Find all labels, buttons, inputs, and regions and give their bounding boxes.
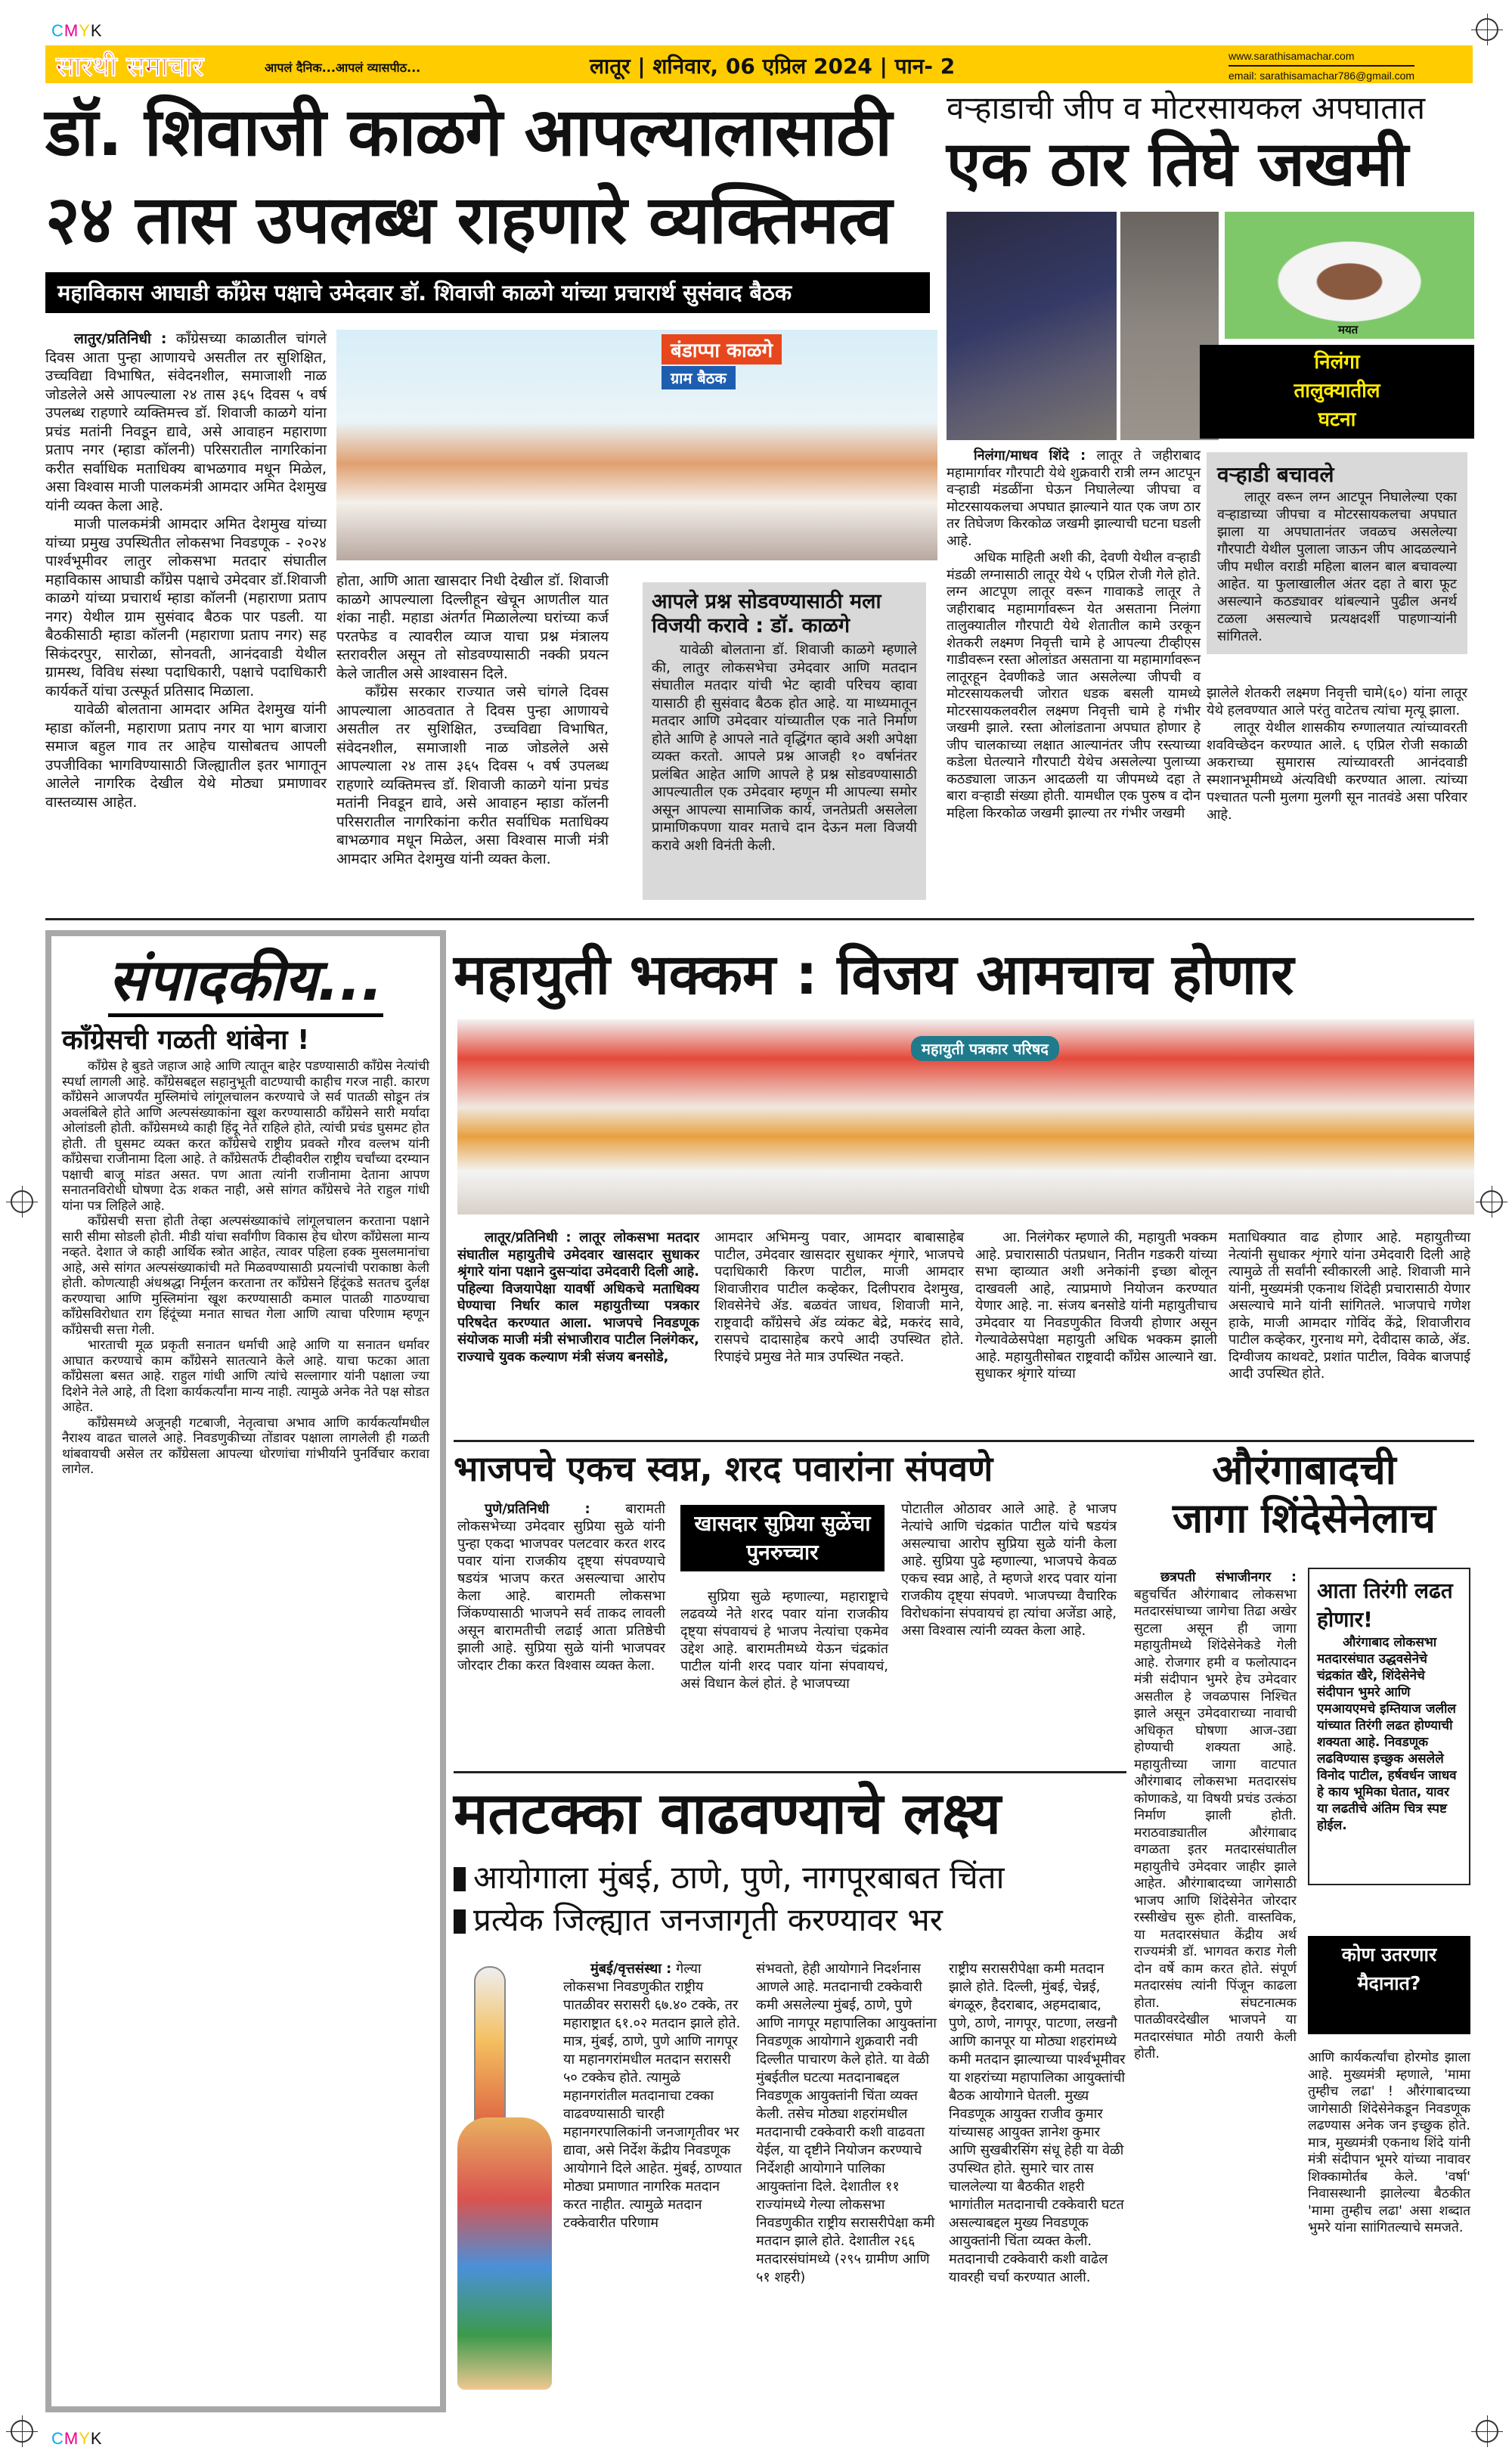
turnout-column-1: मुंबई/वृत्तसंस्था : गेल्या लोकसभा निवडणुकीत राष्ट्रीय पातळीवर सरासरी ६७.४० टक्के, तर महाराष्ट्रात ६१.०२ मतदान झाले होते. मात्र, मुंबई, ठाणे, पुणे आणि नागपूर या महानगरांमधील मतदान सरासरी ५० टक्केच होते. त्यामुळे महानगरांतील मतदानाचा टक्का वाढवण्यासाठी चारही महानगरपालिकांनी जनजागृतीवर भर द्यावा, असे निर्देश केंद्रीय निवडणूक आयोगाने दिले आहेत. मुंबई, ठाण्यात मोठ्या प्रमाणात नागरिक मतदान करत नाहीत. त्यामुळे मतदान टक्केवारीत परिणाम: [563, 1961, 742, 2231]
accident-headline: एक ठार तिघे जखमी: [947, 129, 1409, 200]
mahayuti-column-1: लातूर/प्रतिनिधी : लातूर लोकसभा मतदार संघातील महायुतीचे उमेदवार खासदार सुधाकर श्रृंगारे यांना पक्षाने दुसऱ्यांदा उमेदवारी दिली आहे. पहिल्या विजयापेक्षा यावर्षी अधिकचे मताधिक्य घेण्याचा निर्धार काल महायुतीच्या पत्रकार परिषदेत करण्यात आला. भाजपचे निवडणूक संयोजक माजी मंत्री संभाजीराव पाटील निलंगेकर, राज्याचे युवक कल्याण मंत्री संजय बनसोडे,: [457, 1230, 699, 1365]
aurangabad-column-2: आणि कार्यकर्त्यांचा होरमोड झाला आहे. मुख्यमंत्री म्हणाले, 'मामा तुम्हीच लढा' ! औरंगाबादच्या जागेसाठी शिंदेसेनेकडून निवडणूक लढण्यास अनेक जन इच्छुक होते. मात्र, मुख्यमंत्री एकनाथ शिंदे यांनी मंत्री संदीपान भूमरे यांच्या नावावर शिक्कामोर्तब केले. 'वर्षा' निवासस्थानी झालेल्या बैठकीत 'मामा तुम्हीच लढा' असा शब्दात भुमरे यांना साांगितल्याचे समजते.: [1308, 2050, 1470, 2235]
aurangabad-headline: औरंगाबादची जागा शिंदेसेनेलाच: [1173, 1446, 1436, 1542]
website-link[interactable]: www.sarathisamachar.com: [1228, 48, 1414, 67]
accident-story-column-2: झालेले शेतकरी लक्ष्मण निवृत्ती चामे(६०) यांना लातूर येथे हलवण्यात आले परंतु वाटेतच त्यांचा मृत्यू झाला. लातूर येथील शासकीय रुग्णालयात त्यांच्यावरती शवविच्छेदन करण्यात आले. ६ एप्रिल रोजी सकाळी अकराच्या सुमारास त्यांच्यावरती आनंदवाडी स्मशानभूमीमध्ये अंत्यविधी करण्यात आला. त्यांच्या पश्चातत पत्नी मुलगा मुलगी सून नातवंडे असा परिवार आहे.: [1207, 685, 1467, 823]
email-link[interactable]: email: sarathisamachar786@gmail.com: [1228, 70, 1415, 82]
newspaper-logo: सारथी समाचार: [56, 51, 204, 82]
mahayuti-column-2: आमदार अभिमन्यु पवार, आमदार बाबासाहेब पाटील, उमेदवार खासदार सुधाकर शृंगारे, भाजपचे पदाधिकारी किरण पाटील, माजी आमदार शिवाजीराव पाटील कव्हेकर, दिलीपराव देशमुख, शिवसेनेचे ॲड. बळवंत जाधव, शिवाजी माने, राष्ट्रवादी काँग्रेसचे ॲड व्यंकट बेद्रे, मकरंद सावे, रासपचे दादासाहेब करपे आदी उपस्थित होते. रिपाइंचे प्रमुख नेते मात्र उपस्थित नव्हते.: [714, 1230, 964, 1365]
campaign-meeting-photo: [336, 330, 937, 560]
registration-mark-icon: [1480, 1190, 1503, 1213]
bullet-icon: [454, 1867, 466, 1891]
bullet-icon: [454, 1909, 466, 1934]
contest-box-text: औरंगाबाद लोकसभा मतदारसंघात उद्धवसेनेचे चंद्रकांत खैरे, शिंदेसेनेचे संदीपान भुमरे आणि एमआयएमचे इम्तियाज जलील यांच्यात तिरंगी लढत होण्याची शक्यता आहे. निवडणूक लढविण्यास इच्छुक असलेले विनोद पाटील, हर्षवर्धन जाधव हे काय भूमिका घेतात, यावर या लढतीचे अंतिम चित्र स्पष्ट होईल.: [1317, 1635, 1457, 1833]
quote-box-title: आपले प्रश्न सोडवण्यासाठी मला विजयी करावे : डॉ. काळगे: [652, 590, 881, 637]
contact-info: [1228, 48, 1414, 83]
accident-kicker: वऱ्हाडाची जीप व मोटरसायकल अपघातात: [947, 89, 1426, 126]
candidate-quote-box: [643, 582, 926, 900]
bullet-item: प्रत्येक जिल्ह्यात जनजागृती करण्यावर भर: [454, 1899, 1004, 1941]
turnout-headline: मतटक्का वाढवण्याचे लक्ष्य: [454, 1779, 1001, 1847]
three-way-contest-box: [1308, 1568, 1470, 1885]
turnout-bullets: [454, 1857, 1004, 1941]
registration-mark-icon: [1476, 2420, 1498, 2443]
bullet-item: आयोगाला मुंबई, ठाणे, पुणे, नागपूरबाबत चिंता: [454, 1857, 1004, 1899]
contest-box-title: आता तिरंगी लढत होणार!: [1317, 1578, 1453, 1632]
press-conference-photo: [457, 1019, 1474, 1214]
location-badge: निलंगा तालुक्यातील घटना: [1200, 345, 1474, 439]
lead-subheadline: महाविकास आघाडी काँग्रेस पक्षाचे उमेदवार डॉ. शिवाजी काळगे यांच्या प्रचारार्थ सुसंवाद बैठक: [45, 272, 930, 313]
rescue-box: [1207, 452, 1467, 654]
editorial-box: [45, 930, 446, 2412]
photo-banner-sub: ग्राम बैठक: [662, 366, 736, 389]
registration-mark-icon: [11, 2420, 33, 2443]
sule-column-1: पुणे/प्रतिनिधी : बारामती लोकसभेच्या उमेदवार सुप्रिया सुळे यांनी पुन्हा एकदा भाजपवर पलटवार करत शरद पवार यांना राजकीय दृष्ट्या संपवण्याचे षडयंत्र भाजप करत असल्याचा आरोप केला आहे. बारामती लोकसभा जिंकण्यासाठी भाजपने सर्व ताकद लावली असून बारामतीची लढाई आता प्रतिष्ठेची झाली आहे. सुप्रिया सुळे यांनी भाजपवर जोरदार टीका करत विश्वास व्यक्त केला.: [457, 1501, 665, 1674]
jeep-accident-photo: [947, 212, 1117, 440]
editorial-title: काँग्रेसची गळती थांबेना !: [62, 1025, 310, 1056]
photo-banner: बंडाप्पा काळगे: [662, 334, 782, 365]
rescue-box-title: वऱ्हाडी बचावले: [1217, 462, 1334, 487]
accident-story-column: निलंगा/माधव शिंदे : लातूर ते जहीराबाद महामार्गावर गौरपाटी येथे शुक्रवारी रात्री लग्न आटपून वऱ्हाडी मंडळींना घेऊन निघालेल्या जीपचा व मोटरसायकलचा अपघात झाल्याने यात एक जण ठार तर तिघेजण किरकोळ जखमी झाल्याची घटना घडली आहे. अधिक माहिती अशी की, देवणी येथील वऱ्हाडी मंडळी लग्नासाठी लातूर येथे ५ एप्रिल रोजी गेले होते. लग्न आटपूण लातूर वरून गावाकडे लातूर ते जहीराबाद महामार्गावरून येत असताना निलंगा तालुक्यातील गौरपाटी येथे शेतातील कामे उरकून शेतकरी लक्ष्मण निवृत्ती चामे हे आपल्या टीव्हीएस गाडीवरून रस्ता ओलांडत असताना या महामार्गावरून लातूरहून देवणीकडे जात असलेल्या जीपची व मोटरसायकलची जोरात धडक बसली यामध्ये मोटरसायकलवरील लक्ष्मण निवृत्ती चामे हे गंभीर जखमी झाले. रस्ता ओलांडताना अपघात होणार हे जीप चालकाच्या लक्षात आल्यानंतर जीप रस्त्याच्या कडेला घेतल्याने गौरपाटी येथेच असलेल्या पुलाच्या कठड्याला जाऊन आदळली या जीपमध्ये दहा ते बारा वऱ्हाडी संख्या होती. यामधील एक पुरुष व दोन महिला किरकोळ जखमी झाल्या तर गंभीर जखमी: [947, 448, 1201, 821]
sule-badge: खासदार सुप्रिया सुळेंचा पुनरुच्चार: [680, 1505, 885, 1571]
lead-headline-line1: डॉ. शिवाजी काळगे आपल्यालासाठी: [45, 93, 892, 171]
rescue-box-text: लातूर वरून लग्न आटपून निघालेल्या एका वऱ्हाडाच्या जीपचा व मोटरसायकलचा अपघात झाला या अपघातानंतर जवळच असलेल्या गौरपाटी येथील पुलाला जाऊन जीप आदळल्याने जीप मधील वराडी महिला बालन बाल बचावल्या आहेत. या फुलाखालील अंतर दहा ते बारा फूट असल्याने कठड्यावर थांबल्याने पुढील अनर्थ टळला असल्याचे प्रत्यक्षदर्शी पाहणाऱ्यांनी सांगितले.: [1217, 489, 1457, 644]
photo-banner: महायुती पत्रकार परिषद: [911, 1036, 1059, 1061]
deceased-portrait-photo: [1225, 212, 1474, 339]
sule-headline: भाजपचे एकच स्वप्न, शरद पवारांना संपवणे: [454, 1448, 993, 1489]
lead-story-column: लातुर/प्रतिनिधी : काँग्रेसच्या काळातील चांगले दिवस आता पुन्हा आणायचे असतील तर सुशिक्षित, उच्चविद्या विभाषित, संवेदनशील, समाजाशी नाळ जोडलेले असे आपल्याला २४ तास ३६५ दिवस ५ वर्ष उपलब्ध राहणारे व्यक्तिमत्त्व डॉ. शिवाजी काळगे यांना प्रचंड मतांनी निवडून द्यावे, असे आवाहन महाराणा प्रताप नगर (म्हाडा कॉलनी) परिसरातील नागरिकांना करीत सर्वाधिक मताधिक्य बाभळगाव मधून मिळेल, असा विश्वास माजी पालकमंत्री आमदार अमित देशमुख यांनी व्यक्त केला आहे. माजी पालकमंत्री आमदार अमित देशमुख यांच्या यांच्या प्रमुख उपस्थितीत लोकसभा निवडणूक - २०२४ पार्श्वभूमीवर लातुर लोकसभा मतदार संघातील महाविकास आघाडी काँग्रेस पक्षाचे उमेदवार डॉ.शिवाजी काळगे यांच्या प्रचारार्थ म्हाडा कॉलनी (महाराणा प्रताप नगर) येथील ग्राम सुसंवाद बैठक पार पडली. या बैठकीसाठी म्हाडा कॉलनी (महाराणा प्रताप नगर) सह सिकंदरपुर, सारोळा, सोनवती, आनंदवाडी येथील ग्रामस्थ, विविध संस्था पदाधिकारी, पक्षाचे पदाधिकारी कार्यकर्ते यांचा उत्स्फूर्त प्रतिसाद मिळाला. यावेळी बोलताना आमदार अमित देशमुख यांनी म्हाडा कॉलनी, महाराणा प्रताप नगर या भाग बाजारा समाज बहुल गाव तर आहेच यासोबतच आपली उपजीविका भागविण्यासाठी जिल्ह्यातील इतर भागातून आलेले नागरिक देखील येथे मोठ्या प्रमाणावर वास्तव्यास आहेत.: [45, 330, 327, 811]
lead-headline-line2: २४ तास उपलब्ध राहणारे व्यक्तिमत्व: [45, 181, 892, 259]
section-divider: [454, 1440, 1474, 1442]
cmyk-mark-top: CMYK: [51, 21, 103, 40]
issue-dateline: लातूर | शनिवार, 06 एप्रिल 2024 | पान- 2: [590, 54, 956, 79]
aurangabad-column-1: छत्रपती संभाजीनगर : बहुचर्चित औरंगाबाद लोकसभा मतदारसंघाच्या जागेचा तिढा अखेर सुटला असून ही जागा महायुतीमध्ये शिंदेसेनेकडे गेली आहे. रोजगार हमी व फलोत्पादन मंत्री संदीपान भुमरे हेच उमेदवार असतील हे जवळपास निश्चित झाले असून उमेदवाराच्या नावाची अधिकृत घोषणा आज-उद्या होण्याची शक्यता आहे. महायुतीच्या जागा वाटपात औरंगाबाद लोकसभा मतदारसंघ कोणाकडे, या विषयी प्रचंड उत्कंठा निर्माण झाली होती. मराठवाड्यातील औरंगाबाद वगळता इतर मतदारसंघातील महायुतीचे उमेदवार जाहीर झाले आहेत. औरंगाबादच्या जागेसाठी भाजप आणि शिंदेसेनेत जोरदार रस्सीखेच सुरू होती. वास्तविक, या मतदारसंघात केंद्रीय अर्थ राज्यमंत्री डॉ. भागवत कराड गेली दोन वर्षे काम करत होते. संपूर्ण मतदारसंघ त्यांनी पिंजून काढला होता. संघटनात्मक पातळीवरदेखील भाजपने या मतदारसंघात मोठी तयारी केली होती.: [1134, 1570, 1297, 2061]
lead-story-column-2: होता, आणि आता खासदार निधी देखील डॉ. शिवाजी काळगे आपल्याला दिल्लीहून खेचून आणतील यात शंका नाही. महाडा अंतर्गत मिळालेल्या घरांच्या कर्ज परतफेड व त्यावरील व्याज याचा प्रश्न मंत्रालय स्तरावरील असून तो सोडवण्यासाठी नक्की प्रयत्न केले जातील असे आश्वासन दिले. काँग्रेस सरकार राज्यात जसे चांगले दिवस आपल्याला आठवतात ते दिवस पुन्हा आणायचे असतील तर सुशिक्षित, उच्चविद्या विभाषित, संवेदनशील, समाजाशी नाळ जोडलेले असे आपल्याला २४ तास ३६५ दिवस ५ वर्ष उपलब्ध राहणारे व्यक्तिमत्त्व डॉ. शिवाजी काळगे यांना प्रचंड मतांनी निवडून द्यावे, असे आवाहन म्हाडा कॉलनी परिसरातील नागरिकांना करीत सर्वाधिक मताधिक्य बाभळगाव मधून मिळेल, असा विश्वास माजी मंत्री आमदार अमित देशमुख यांनी व्यक्त केला.: [336, 572, 609, 867]
sule-column-2: सुप्रिया सुळे म्हणाल्या, महाराष्ट्राचे लढवय्ये नेते शरद पवार यांना राजकीय दृष्ट्या संपवायचं हे भाजप नेत्यांचा एकमेव उद्देश आहे. बारामतीमध्ये येऊन चंद्रकांत पाटील यांनी शरद पवार यांना संपवायचं, असं विधान केलं होतं. हे भाजपच्या: [680, 1589, 888, 1692]
editorial-text: काँग्रेस हे बुडते जहाज आहे आणि त्यातून बाहेर पडण्यासाठी काँग्रेस नेत्यांची स्पर्धा लागली आहे. काँग्रेसबद्दल सहानुभूती वाटण्याची काहीच गरज नाही. कारण काँग्रेसने आजपर्यंत मुस्लिमांचे लांगूलचालन करण्याचे जे सर्व पातळी सोडून तंत्र अवलंबिले होते आणि अल्पसंख्याकांना खूश करण्यासाठी काँग्रेसने सारी मर्यादा ओलांडली होती. काँग्रेसमध्ये काही हिंदू नेते राहिले होते, त्यांची प्रचंड घुसमट होत होती. ती घुसमट व्यक्त करत काँग्रेसचे राष्ट्रीय प्रवक्ते गौरव वल्लभ यांनी काँग्रेसचा राजीनामा दिला आहे. ते काँग्रेसतर्फे टीव्हीवरील राष्ट्रीय चर्चांच्या दरम्यान पक्षाची बाजू मांडत असत. पण आता त्यांनी राजीनामा देताना आपण सनातनविरोधी घोषणा देऊ शकत नाही, असे सांगत काँग्रेसचे नेते राहुल गांधी यांना पत्र लिहिले आहे. काँग्रेसची सत्ता होती तेव्हा अल्पसंख्याकांचे लांगूलचालन करताना पक्षाने सारी सीमा सोडली होती. मीडी यांचा सर्वांगीण विकास हेच धोरण काँग्रेसला मान्य नव्हते. देशात जे काही आर्थिक स्त्रोत आहेत, त्यावर पहिला हक्क मुसलमानांचा आहे, असे सांगत अल्पसंख्याकांची मते मिळवण्यासाठी प्रयत्नांची पराकाष्ठा केली होती. कोणत्याही अंधश्रद्धा निर्मूलन करताना तर काँग्रेसने हिंदूंकडे सततच दुर्लक्ष करण्याचा आणि मुस्लिमांना खूश करण्यासाठी कमाल पातळी गाठण्याचा काँग्रेसविरोधात राग हिंदूंच्या मनात साचत गेला आणि त्याचा परिणाम म्हणून काँग्रेसची सत्ता गेली. भारताची मूळ प्रकृती सनातन धर्माची आहे आणि या सनातन धर्मावर आघात करण्याचे काम काँग्रेसने सातत्याने केले आहे. याचा फटका आता काँग्रेसला बसत आहे. राहुल गांधी आणि त्यांचे सल्लागार यांनी पक्षाला ज्या दिशेने नेले आहे, ती दिशा कार्यकर्त्यांना मान्य नाही. त्यामुळे अनेक नेते पक्ष सोडत आहेत. काँग्रेसमध्ये अजूनही गटबाजी, नेतृत्वाचा अभाव आणि कार्यकर्त्यांमधील नैराश्य वाढत चालले आहे. निवडणुकीच्या तोंडावर पक्षाला लागलेली ही गळती थांबवायची असेल तर काँग्रेसला आपल्या धोरणांचा गांभीर्याने पुनर्विचार करावा लागेल.: [62, 1059, 429, 1477]
registration-mark-icon: [11, 1190, 33, 1213]
masthead: [45, 45, 1473, 83]
registration-mark-icon: [1476, 18, 1498, 41]
tagline: आपलं दैनिक...आपलं व्यासपीठ...: [265, 60, 421, 75]
mahayuti-column-3: आ. निलंगेकर म्हणाले की, महायुती भक्कम आहे. प्रचारासाठी पंतप्रधान, नितीन गडकरी यांच्या सभा व्हाव्यात अशी अनेकांनी इच्छा बोलून दाखवली आहे, त्याप्रमाणे नियोजन करण्यात येणार आहे. ना. संजय बनसोडे यांनी महायुतीचाच उमेदवार या निवडणुकीत विजयी होणार असून गेल्यावेळेसपेक्षा महायुती अधिक भक्कम झाली आहे. महायुतीसोबत राष्ट्रवादी काँग्रेस आल्याने खा. सुधाकर श्रृंगारे यांच्या: [975, 1230, 1217, 1382]
turnout-column-3: राष्ट्रीय सरासरीपेक्षा कमी मतदान झाले होते. दिल्ली, मुंबई, चेन्नई, बंगळूरु, हैदराबाद, अहमदाबाद, पुणे, ठाणे, नागपूर, पाटणा, लखनौ आणि कानपूर या मोठ्या शहरांमध्ये कमी मतदान झाल्याच्या पार्श्वभूमीवर या शहरांच्या महापालिका आयुक्तांची बैठक आयोगाने घेतली. मुख्य निवडणूक आयुक्त राजीव कुमार यांच्यासह आयुक्त ज्ञानेश कुमार आणि सुखबीरसिंग संधू हेही या वेळी उपस्थित होते. सुमारे चार तास चाललेल्या या बैठकीत शहरी भागांतील मतदानाची टक्केवारी घटत असल्याबद्दल मुख्य निवडणूक आयुक्तांनी चिंता व्यक्त केली. मतदानाची टक्केवारी कशी वाढेल यावरही चर्चा करण्यात आली.: [949, 1961, 1126, 2285]
quote-box-text: यावेळी बोलताना डॉ. शिवाजी काळगे म्हणाले की, लातुर लोकसभेचा उमेदवार आणि मतदान संघातील मतदार यांची भेट व्हावी परिचय व्हावा यासाठी ही सुसंवाद बैठक होत आहे. या माध्यमातून मतदार आणि उमेदवार यांच्यातील एक नाते निर्माण होते आणि हे आपले नाते वृद्धिंगत व्हावे अशी अपेक्षा व्यक्त करतो. आपले प्रश्न आजही १० वर्षानंतर प्रलंबित आहेत आणि आपले हे प्रश्न सोडवण्यासाठी आपल्यातील एक उमेदवार म्हणून मी आपल्या समोर असून आपल्या सामाजिक कार्य, जनतेप्रती असलेला प्रामाणिकपणा यावर मताचे दान देऊन मला विजयी करावे अशी विनंती केली.: [652, 642, 917, 854]
turnout-column-2: संभवतो, हेही आयोगाने निदर्शनास आणले आहे. मतदानाची टक्केवारी कमी असलेल्या मुंबई, ठाणे, पुणे आणि नागपूर महापालिका आयुक्तांना निवडणूक आयोगाने शुक्रवारी नवी दिल्लीत पाचारण केले होते. या वेळी मुंबईतील घटत्या मतदानाबद्दल निवडणूक आयुक्तांनी चिंता व्यक्त केली. तसेच मोठ्या शहरांमधील मतदानाची टक्केवारी कशी वाढवता येईल, या दृष्टीने नियोजन करण्याचे निर्देशही आयोगाने पालिका आयुक्तांना दिले. देशातील ११ राज्यांमध्ये गेल्या लोकसभा निवडणुकीत राष्ट्रीय सरासरीपेक्षा कमी मतदान झाले होते. देशातील २६६ मतदारसंघांमध्ये (२९५ ग्रामीण आणि ५१ शहरी): [756, 1961, 937, 2285]
mahayuti-column-4: मताधिक्यात वाढ होणार आहे. महायुतीच्या नेत्यांनी सुधाकर शृंगारे यांना उमेदवारी दिली आहे त्यामुळे ती सर्वांनी स्वीकारली आहे. शिवाजी माने यांनी, मुख्यमंत्री एकनाथ शिंदेही प्रचारासाठी येणार असल्याचे माने यांनी सांगितले. भाजपाचे गणेश हाके, माजी आमदार गोविंद केंद्रे, शिवाजीराव पाटील कव्हेकर, गुरनाथ मगे, देवीदास काळे, ॲड. दिग्वीजय काथवटे, प्रशांत पाटील, विवेक बाजपाई आदी उपस्थित होते.: [1228, 1230, 1470, 1382]
section-divider: [454, 1771, 1126, 1773]
mahayuti-headline: महायुती भक्कम : विजय आमचाच होणार: [454, 942, 1294, 1007]
editorial-masthead: संपादकीय...: [108, 946, 383, 1017]
cmyk-mark-bottom: CMYK: [51, 2429, 103, 2448]
section-divider: [45, 918, 1474, 920]
voting-finger-illustration: [457, 1966, 552, 2390]
portrait-caption: मयत: [1338, 323, 1359, 337]
who-will-contest-badge: कोण उतरणार मैदानात?: [1308, 1936, 1470, 2034]
sule-column-3: पोटातील ओठावर आले आहे. हे भाजप नेत्यांचे आणि चंद्रकांत पाटील यांचे षडयंत्र असल्याचा आरोप सुप्रिया सुळे यांनी केला आहे. सुप्रिया पुढे म्हणाल्या, भाजपचे केवळ एकच स्वप्न आहे, ते म्हणजे शरद पवार यांना राजकीय दृष्ट्या संपवणे. भाजपच्या वैचारिक विरोधकांना संपवायचं हा त्यांचा अजेंडा आहे, असा विश्वास त्यांनी व्यक्त केला आहे.: [901, 1501, 1117, 1639]
